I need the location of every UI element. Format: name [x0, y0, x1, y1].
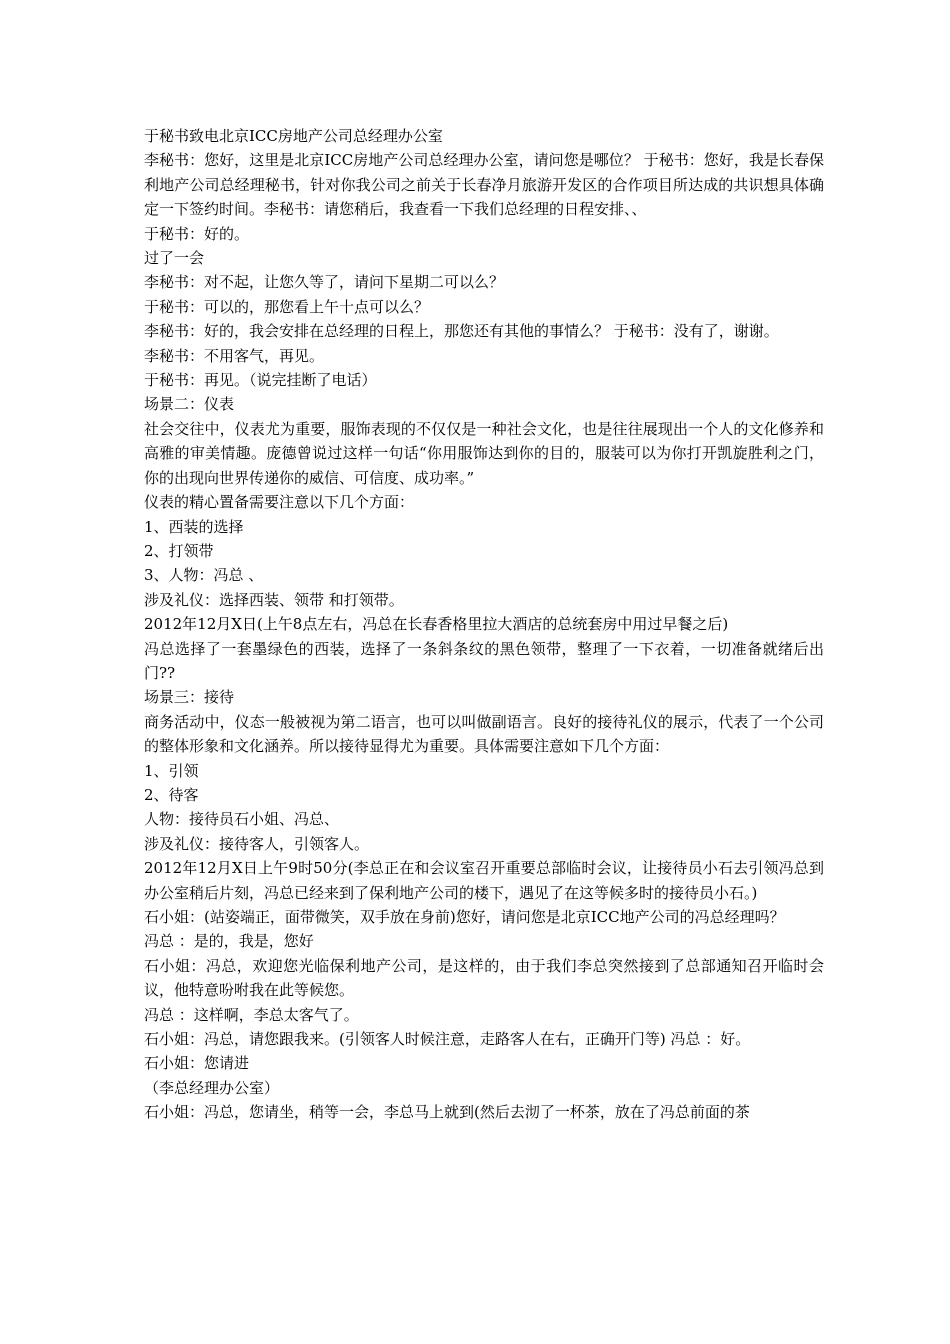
list-item: 3、人物：冯总 、 — [144, 566, 264, 585]
paragraph-dialogue: 石小姐：冯总，您请坐，稍等一会，李总马上就到(然后去沏了一杯茶，放在了冯总前面的茶 — [144, 1103, 750, 1122]
paragraph-dialogue: 冯总 ：这样啊，李总太客气了。 — [144, 1005, 359, 1024]
paragraph-call-title: 于秘书致电北京ICC房地产公司总经理办公室 — [144, 127, 443, 145]
paragraph-body: 2012年12月X日(上午8点左右，冯总在长春香格里拉大酒店的总统套房中用过早餐之后) — [144, 615, 729, 634]
paragraph-dialogue: 石小姐：冯总，请您跟我来。(引领客人时候注意，走路客人在右，正确开门等) 冯总 ：好。 — [144, 1030, 751, 1049]
paragraph-dialogue: 冯总 ：是的，我是，您好 — [144, 932, 314, 951]
document-body — [144, 124, 824, 1125]
list-item: 2、打领带 — [144, 541, 214, 560]
paragraph-body: 涉及礼仪：接待客人，引领客人。 — [144, 834, 370, 853]
paragraph-dialogue: 李秘书：您好，这里是北京ICC房地产公司总经理办公室，请问您是哪位？ 于秘书：您好，我是长春保利地产公司总经理秘书，针对你我公司之前关于长春净月旅游开发区的合作项目所达成的共识想具体确定一下签约时间。李秘书：请您稍后，我查看一下我们总经理的日程安排、、 — [144, 151, 824, 219]
paragraph-dialogue: 李秘书：不用客气，再见。 — [144, 346, 325, 365]
paragraph-dialogue: 于秘书：好的。 — [144, 224, 250, 243]
paragraph-dialogue: 李秘书：好的，我会安排在总经理的日程上，那您还有其他的事情么？ 于秘书：没有了，谢谢。 — [144, 322, 779, 341]
section-heading-scene-three: 场景三：接待 — [144, 688, 235, 707]
paragraph-stage-direction: （李总经理办公室） — [144, 1078, 280, 1097]
paragraph-dialogue: 于秘书：可以的，那您看上午十点可以么？ — [144, 297, 430, 316]
paragraph-stage-direction: 过了一会 — [144, 249, 205, 268]
paragraph-body: 社会交往中，仪表尤为重要，服饰表现的不仅仅是一种社会文化，也是往往展现出一个人的文化修养和高雅的审美情趣。庞德曾说过这样一句话“你用服饰达到你的目的，服装可以为你打开凯旋胜利之门，你的出现向世界传递你的威信、可信度、成功率。” — [144, 419, 824, 487]
list-item: 2、待客 — [144, 785, 199, 804]
paragraph-body: 2012年12月X日上午9时50分(李总正在和会议室召开重要总部临时会议，让接待员小石去引领冯总到办公室稍后片刻，冯总已经来到了保利地产公司的楼下，遇见了在这等候多时的接待员小石。) — [144, 859, 824, 902]
list-item: 1、西装的选择 — [144, 517, 244, 536]
paragraph-dialogue: 于秘书：再见。（说完挂断了电话） — [144, 371, 377, 390]
list-item: 1、引领 — [144, 761, 199, 780]
paragraph-body: 人物：接待员石小姐、冯总、 — [144, 810, 340, 829]
paragraph-body: 商务活动中，仪态一般被视为第二语言，也可以叫做副语言。良好的接待礼仪的展示，代表了一个公司的整体形象和文化涵养。所以接待显得尤为重要。具体需要注意如下几个方面： — [144, 712, 824, 756]
paragraph-body: 仪表的精心置备需要注意以下几个方面： — [144, 493, 415, 512]
paragraph-dialogue: 石小姐：冯总，欢迎您光临保利地产公司，是这样的，由于我们李总突然接到了总部通知召开临时会议，他特意吩咐我在此等候您。 — [144, 956, 824, 1000]
paragraph-body: 涉及礼仪：选择西装、领带 和打领带。 — [144, 590, 404, 609]
paragraph-dialogue: 石小姐：您请进 — [144, 1054, 250, 1073]
section-heading-scene-two: 场景二：仪表 — [144, 395, 235, 414]
paragraph-body: 冯总选择了一套墨绿色的西装，选择了一条斜条纹的黑色领带，整理了一下衣着，一切准备就绪后出门?? — [144, 639, 824, 682]
paragraph-dialogue: 石小姐：(站姿端正，面带微笑，双手放在身前)您好，请问您是北京ICC地产公司的冯总经理吗？ — [144, 908, 785, 926]
paragraph-dialogue: 李秘书：对不起，让您久等了，请问下星期二可以么？ — [144, 273, 505, 292]
